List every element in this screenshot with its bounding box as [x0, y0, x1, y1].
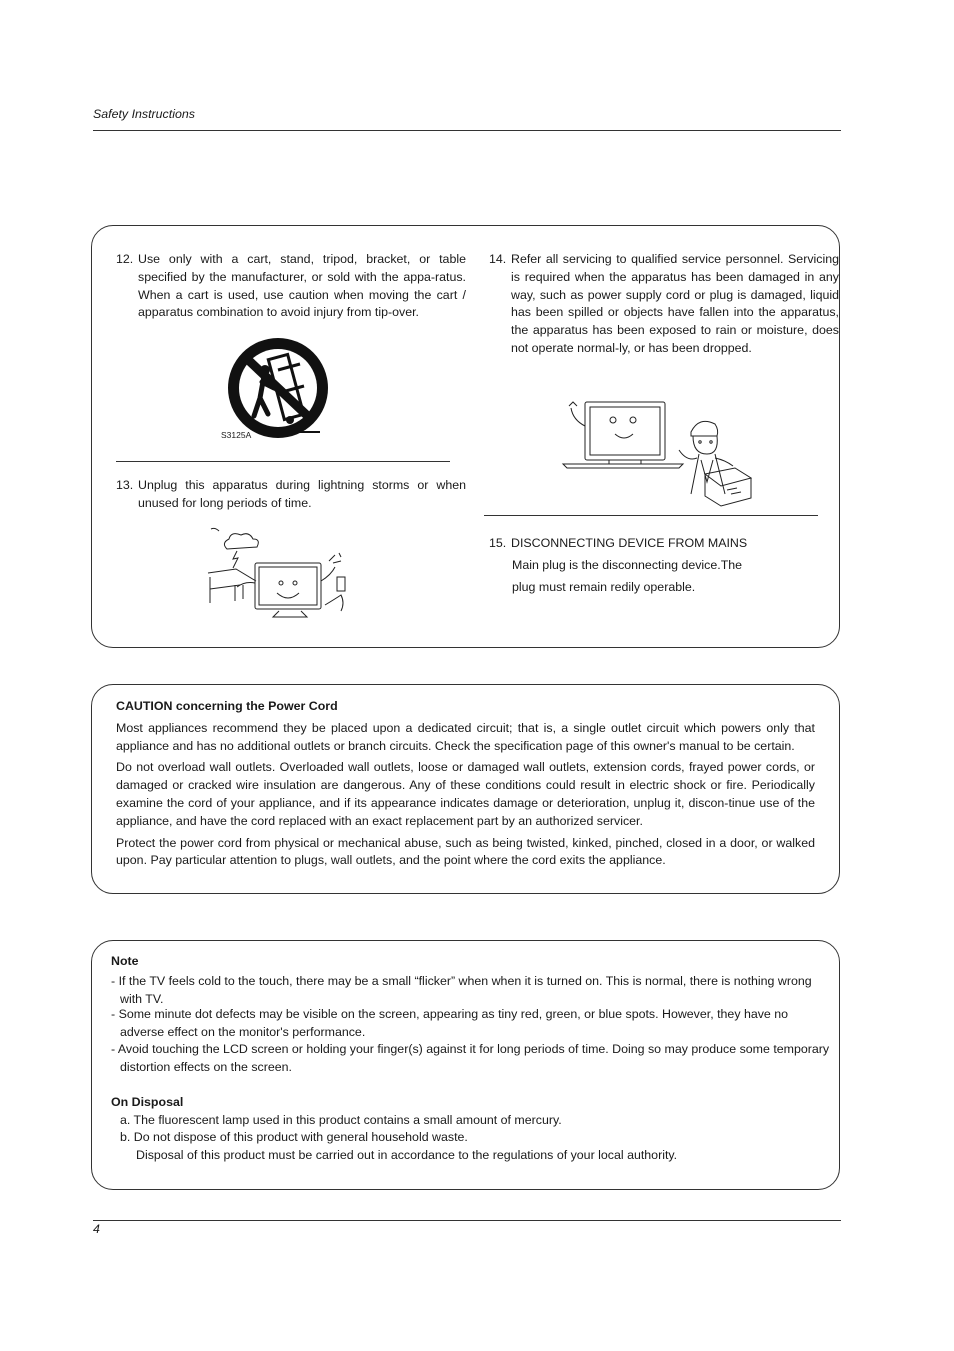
- caution-paragraph: Do not overload wall outlets. Overloaded wall outlets, loose or damaged wall outlets, extension cords, frayed power cords, or damaged or cracked wire insulation are dangerous. Any of these conditions could result in electric shock or fire. Periodically examine the cord of your appliance, and if its appearance indicates damage or deterioration, unplug it, discon-tinue use of the appliance, and have the cord replaced with an exact replacement part by an authorized servicer.: [116, 760, 815, 828]
- item-divider: [116, 461, 450, 462]
- disposal-item-b: b. Do not dispose of this product with general household waste.: [120, 1130, 468, 1144]
- safety-item-12: 12. Use only with a cart, stand, tripod, bracket, or table specified by the manufacturer, or sold with the appa-ratus. When a cart is used, use caution when moving the cart / apparatus combination to avoid injury from tip-over.: [116, 252, 466, 320]
- section-header: Safety Instructions: [93, 107, 195, 121]
- footer-rule: [93, 1220, 841, 1221]
- caution-paragraph: Most appliances recommend they be placed upon a dedicated circuit; that is, a single outlet circuit which powers only that appliance and has no additional outlets or branch circuits. Check the specification page of this owner's manual to be certain.: [116, 720, 815, 753]
- cart-figure-label: S3125A: [221, 430, 252, 440]
- caution-title: CAUTION concerning the Power Cord: [116, 699, 338, 713]
- page-number: 4: [93, 1222, 100, 1236]
- item-divider: [484, 515, 818, 516]
- note-item: - If the TV feels cold to the touch, there may be a small “flicker” when when it is turned on. This is normal, there is nothing wrong with TV.: [111, 974, 812, 1006]
- disposal-item-a: a. The fluorescent lamp used in this product contains a small amount of mercury.: [120, 1113, 562, 1127]
- caution-paragraph: Protect the power cord from physical or mechanical abuse, such as being twisted, kinked, pinched, closed in a door, or walked upon. Pay particular attention to plugs, wall outlets, and the point where the cord exits the appliance.: [116, 835, 815, 868]
- cart-tipover-warning-icon: [218, 336, 334, 442]
- safety-item-13: 13. Unplug this apparatus during lightning storms or when unused for long periods of time.: [116, 478, 466, 510]
- safety-item-14: 14. Refer all servicing to qualified service personnel. Servicing is required when the apparatus has been damaged in any way, such as power supply cord or plug is damaged, liquid has been spilled or objects have fallen into the apparatus, the apparatus has been exposed to rain or moisture, does not operate normal-ly, or has been dropped.: [489, 252, 839, 355]
- disposal-item-b-detail: Disposal of this product must be carried out in accordance to the regulations of your local authority.: [136, 1148, 678, 1162]
- lightning-storm-tv-illustration: [205, 527, 360, 619]
- safety-item-15-title: 15. DISCONNECTING DEVICE FROM MAINS: [489, 536, 748, 550]
- power-cord-caution: [116, 698, 815, 874]
- safety-item-15-line2: plug must remain redily operable.: [512, 580, 696, 594]
- header-rule: [93, 130, 841, 131]
- note-title: Note: [111, 954, 139, 968]
- service-personnel-illustration: [557, 398, 752, 508]
- note-item: - Avoid touching the LCD screen or holding your finger(s) against it for long periods of time. Doing so may produce some temporary distortion effects on the screen.: [111, 1042, 830, 1074]
- safety-item-15-line1: Main plug is the disconnecting device.The: [512, 558, 743, 572]
- disposal-title: On Disposal: [111, 1095, 184, 1109]
- note-item: - Some minute dot defects may be visible on the screen, appearing as tiny red, green, or blue spots. However, they have no adverse effect on the monitor's performance.: [111, 1007, 789, 1039]
